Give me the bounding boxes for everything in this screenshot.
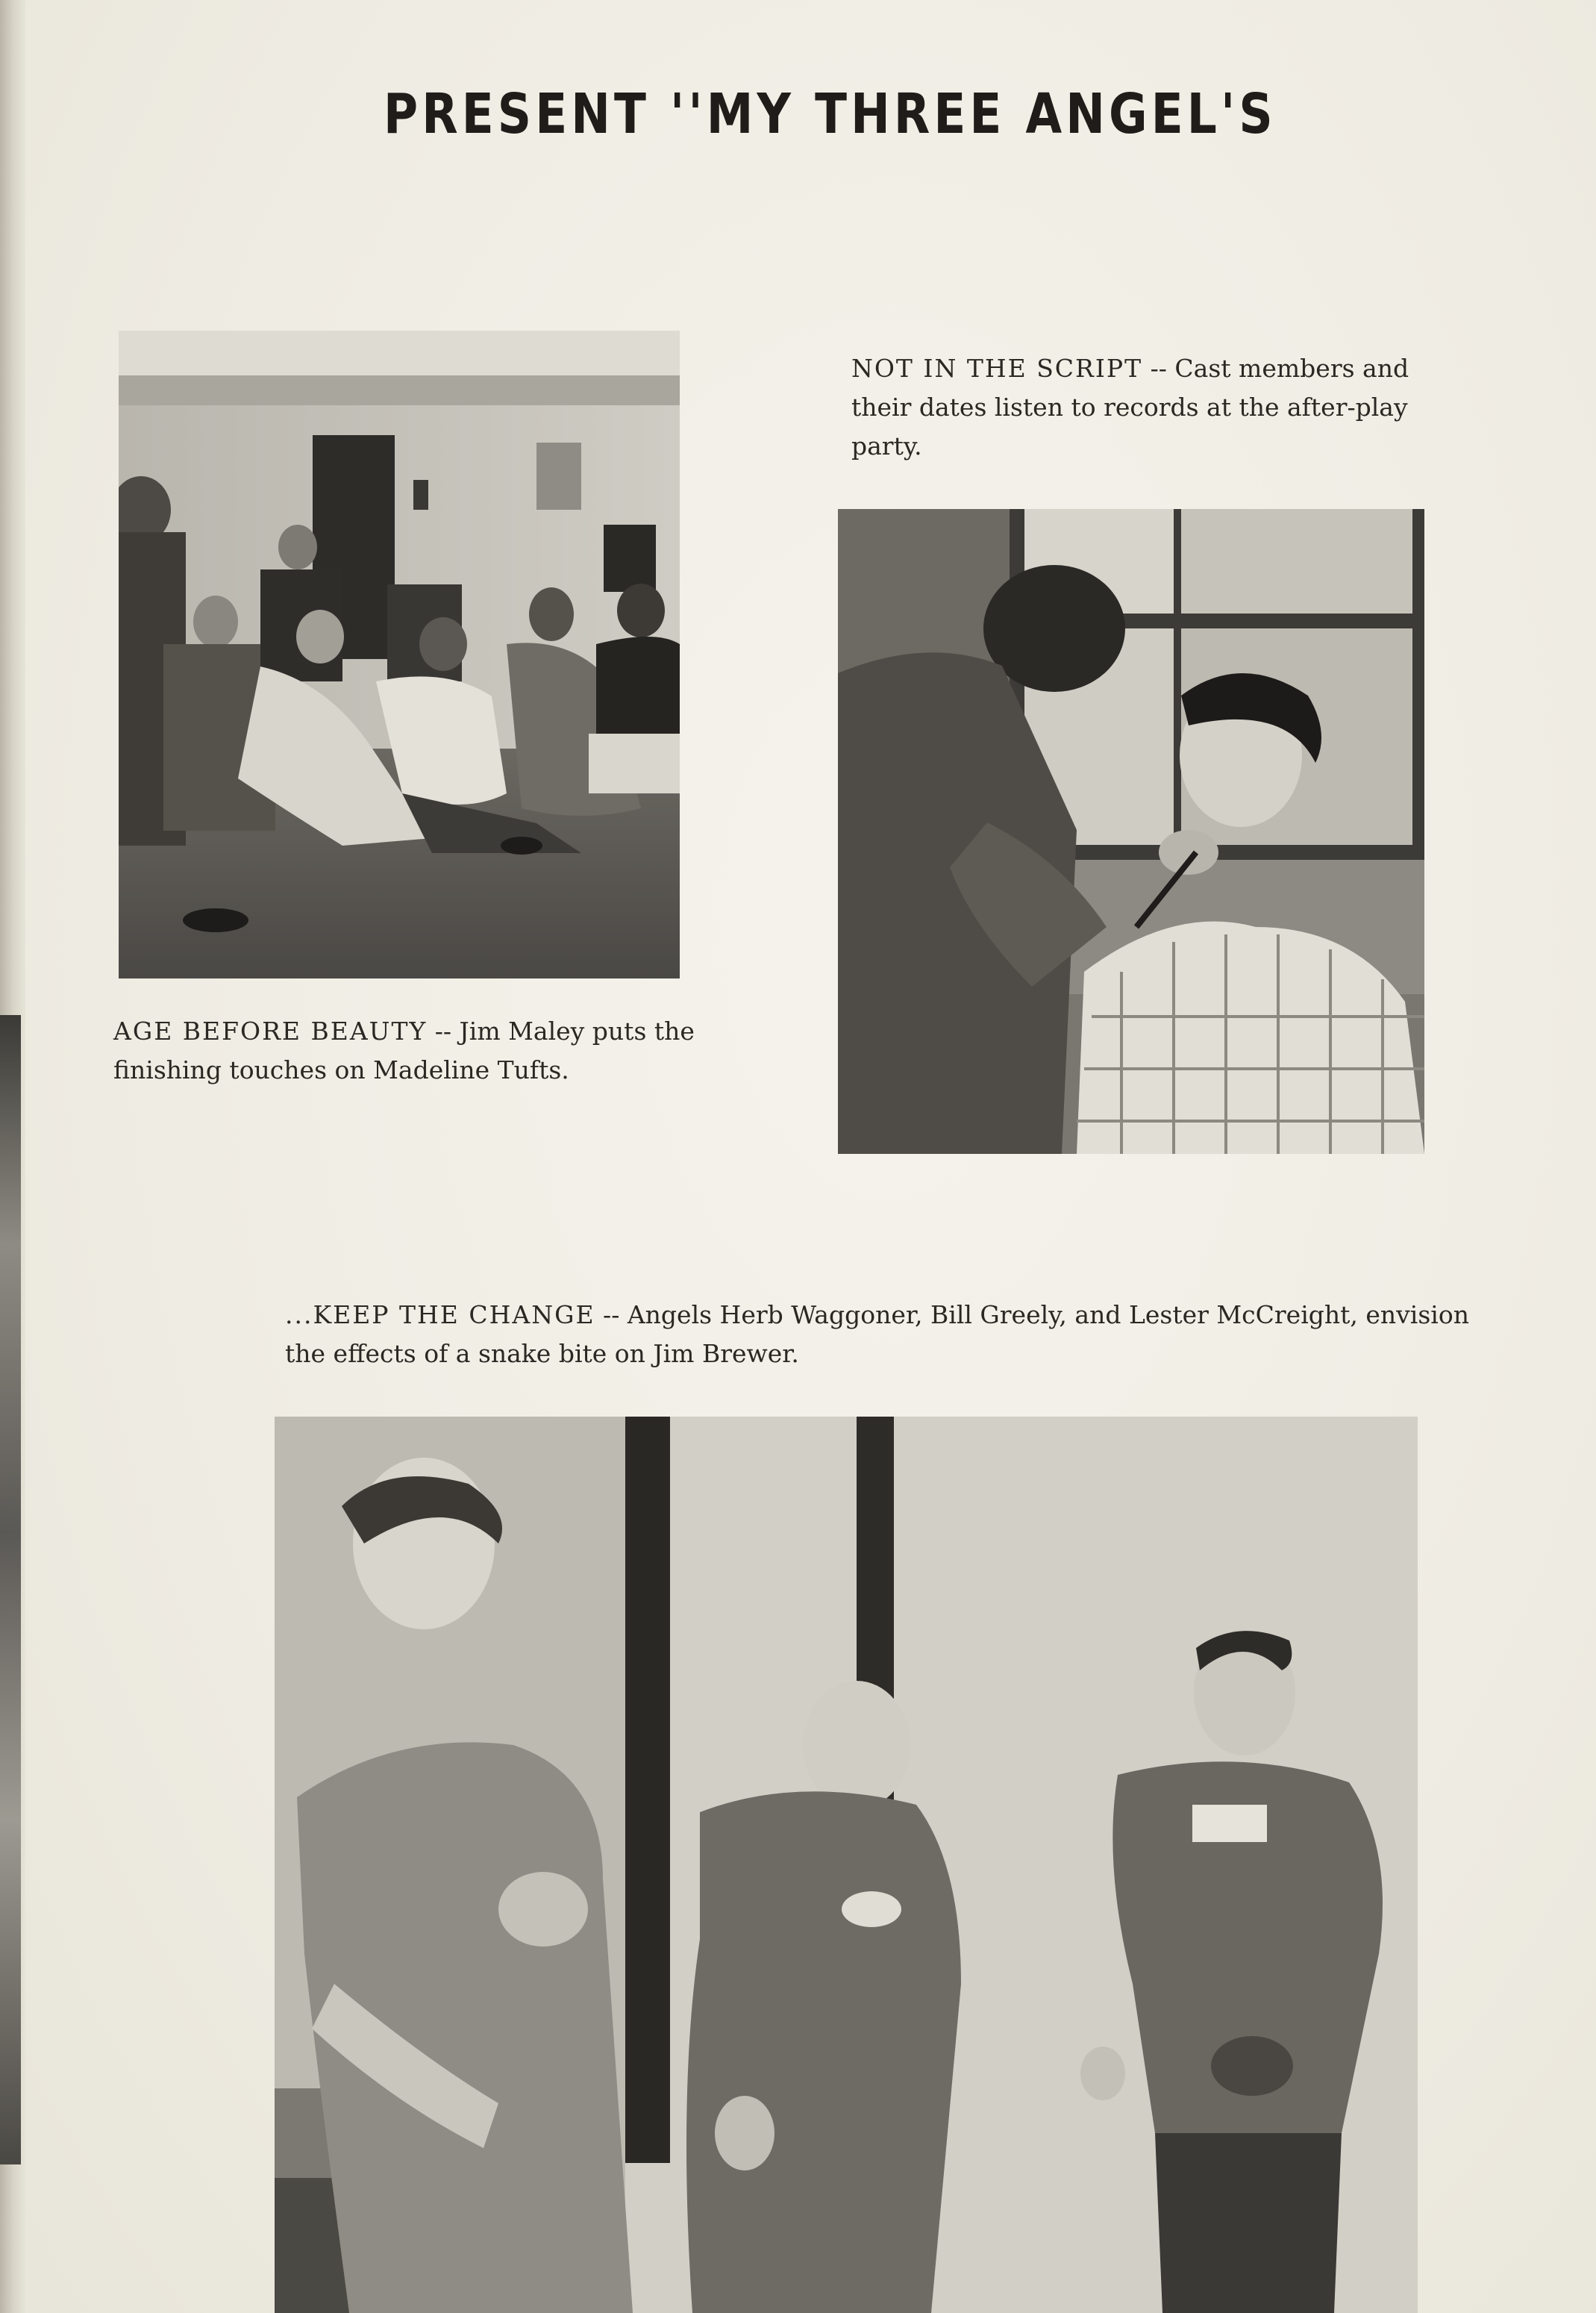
facing-page-photo-edge (0, 1015, 21, 2164)
makeup-photo-image (838, 509, 1424, 1154)
caption-keep-the-change (285, 1296, 1479, 1373)
caption-text: -- Angels Herb Waggoner, Bill Greely, and Lester McCreight, envision the effects of a snake bite on Jim Brewer. (285, 1300, 1469, 1368)
party-photo-image (119, 331, 680, 978)
caption-text: -- Jim Maley puts the finishing touches on Madeline Tufts. (113, 1017, 695, 1084)
makeup-photo (838, 509, 1424, 1154)
angels-photo (275, 1417, 1418, 2313)
caption-lead: NOT IN THE SCRIPT (851, 354, 1143, 383)
caption-text: -- Cast members and their dates listen to records at the after-play party. (851, 354, 1409, 461)
party-photo (119, 331, 680, 978)
page-headline: PRESENT ''MY THREE ANGEL'S (384, 82, 1277, 146)
angels-photo-image (275, 1417, 1418, 2313)
caption-age-before-beauty (113, 1012, 725, 1090)
caption-lead: AGE BEFORE BEAUTY (113, 1017, 428, 1046)
caption-lead: ...KEEP THE CHANGE (285, 1300, 595, 1329)
yearbook-page (25, 0, 1596, 2313)
caption-not-in-the-script (851, 349, 1463, 466)
